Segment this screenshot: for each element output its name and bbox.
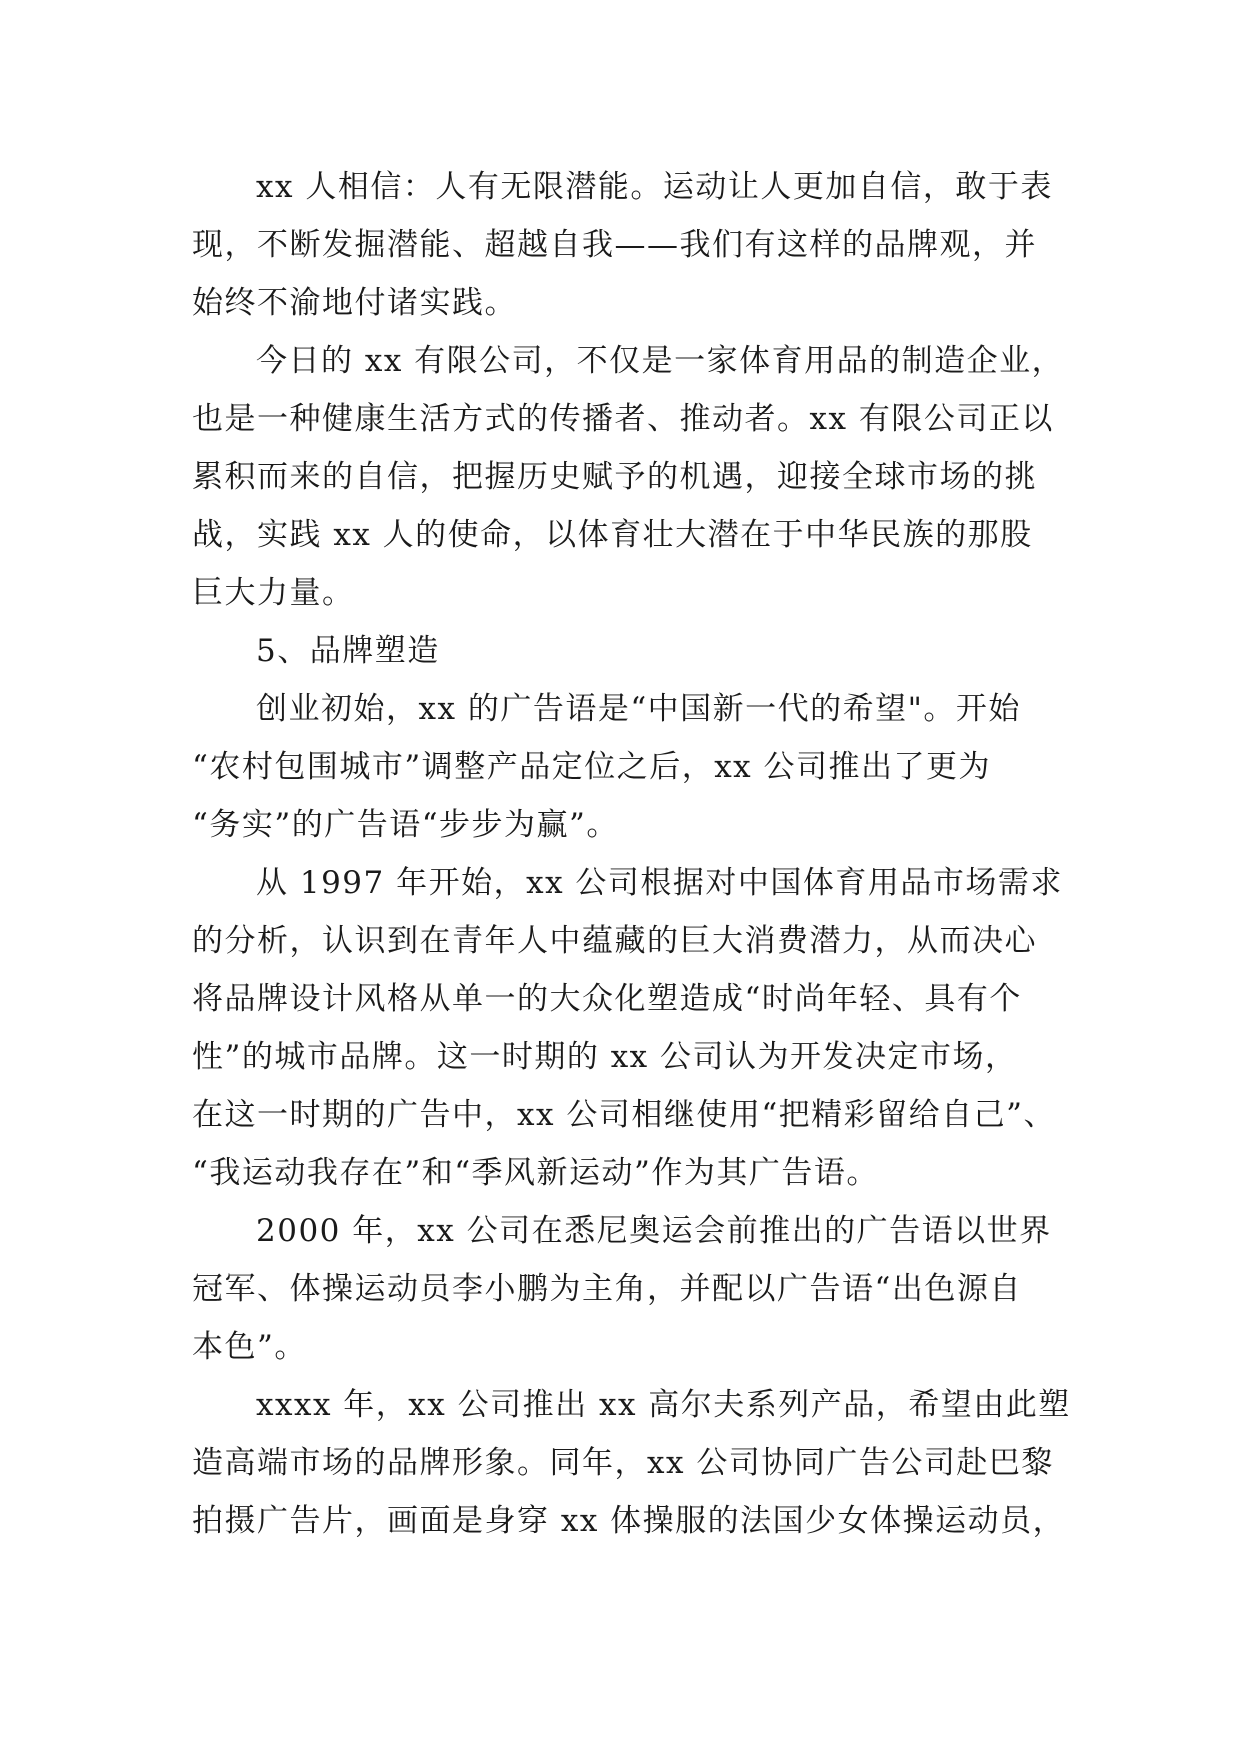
text-line: 拍摄广告片，画面是身穿 xx 体操服的法国少女体操运动员， [192, 1503, 1066, 1539]
text-line: 将品牌设计风格从单一的大众化塑造成“时尚年轻、具有个 [192, 981, 1022, 1017]
text-line: xx 人相信：人有无限潜能。运动让人更加自信，敢于表 [256, 169, 1053, 205]
text-line: “我运动我存在”和“季风新运动”作为其广告语。 [192, 1155, 879, 1191]
text-line: 造高端市场的品牌形象。同年，xx 公司协同广告公司赴巴黎 [192, 1445, 1054, 1481]
text-line: 的分析，认识到在青年人中蕴藏的巨大消费潜力，从而决心 [192, 923, 1037, 959]
text-line: 巨大力量。 [192, 575, 355, 611]
text-line: “务实”的广告语“步步为赢”。 [192, 807, 619, 843]
text-line: 今日的 xx 有限公司，不仅是一家体育用品的制造企业， [256, 343, 1065, 379]
text-line: 从 1997 年开始，xx 公司根据对中国体育用品市场需求 [256, 865, 1063, 901]
text-line: 也是一种健康生活方式的传播者、推动者。xx 有限公司正以 [192, 401, 1054, 437]
text-line: 在这一时期的广告中，xx 公司相继使用“把精彩留给自己”、 [192, 1097, 1057, 1133]
text-line: 战，实践 xx 人的使命，以体育壮大潜在于中华民族的那股 [192, 517, 1033, 553]
section-heading: 5、品牌塑造 [256, 633, 440, 669]
text-line: 本色”。 [192, 1329, 307, 1365]
text-line: 现，不断发掘潜能、超越自我——我们有这样的品牌观，并 [192, 227, 1037, 263]
text-line: 冠军、体操运动员李小鹏为主角，并配以广告语“出色源自 [192, 1271, 1022, 1307]
text-line: 2000 年，xx 公司在悉尼奥运会前推出的广告语以世界 [256, 1213, 1052, 1249]
text-line: 累积而来的自信，把握历史赋予的机遇，迎接全球市场的挑 [192, 459, 1037, 495]
text-line: 始终不渝地付诸实践。 [192, 285, 517, 321]
text-line: xxxx 年，xx 公司推出 xx 高尔夫系列产品，希望由此塑 [256, 1387, 1071, 1423]
text-line: 性”的城市品牌。这一时期的 xx 公司认为开发决定市场， [192, 1039, 1018, 1075]
text-line: “农村包围城市”调整产品定位之后，xx 公司推出了更为 [192, 749, 992, 785]
text-line: 创业初始，xx 的广告语是“中国新一代的希望"。开始 [256, 691, 1021, 727]
